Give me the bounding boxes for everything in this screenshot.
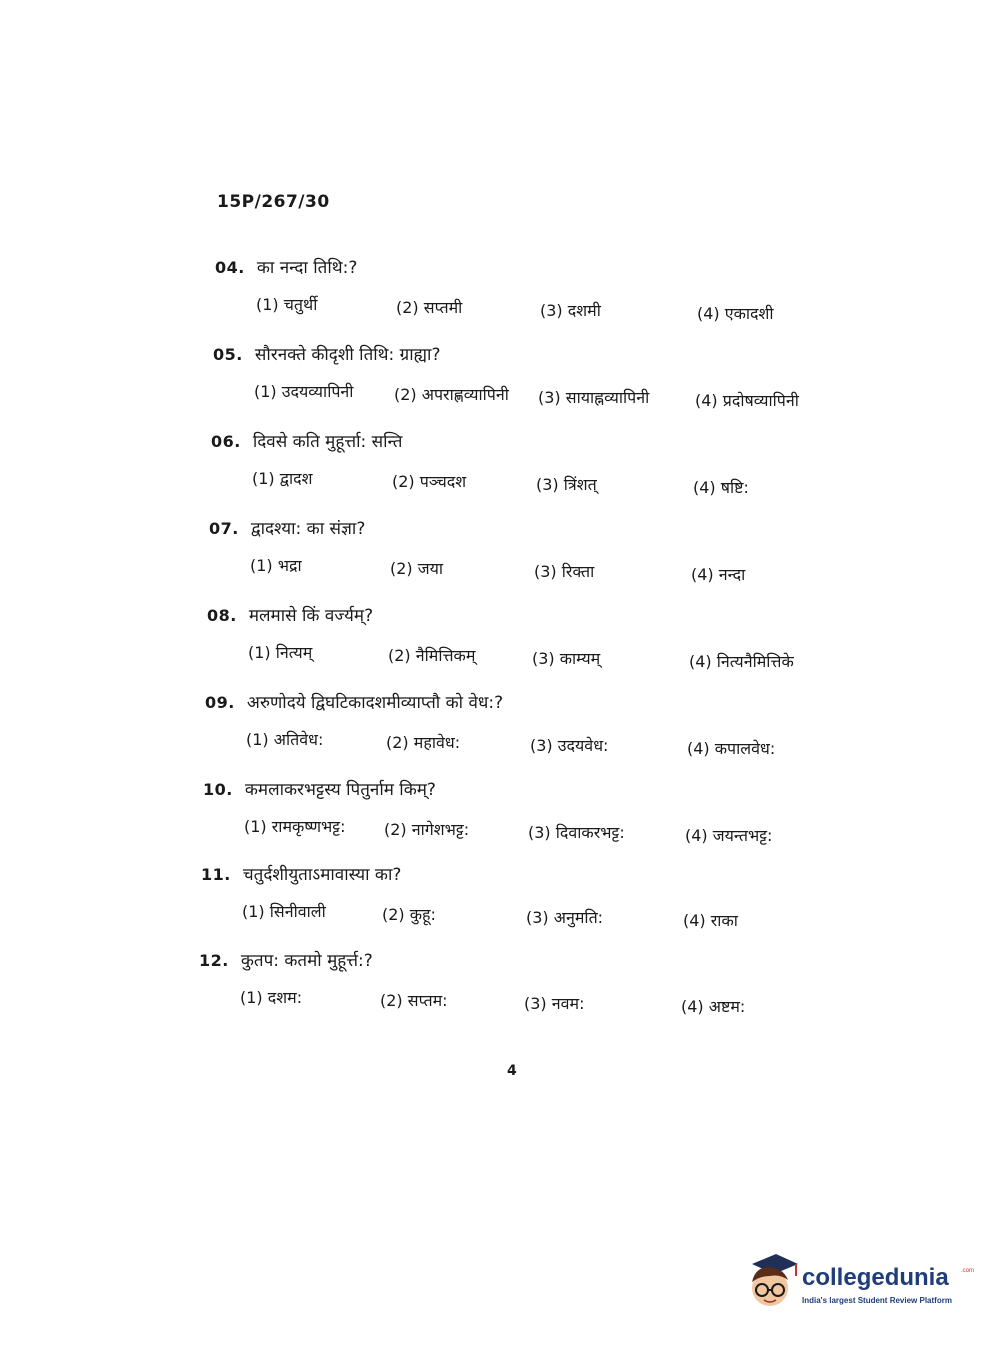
question-block xyxy=(0,429,1001,509)
question-number: 05. xyxy=(213,345,243,364)
question-block xyxy=(0,603,1001,683)
option-2: (2) कुहू: xyxy=(382,905,436,924)
option-1: (1) नित्यम् xyxy=(248,643,313,662)
question-text: मलमासे किं वर्ज्यम्? xyxy=(248,606,374,626)
option-3: (3) अनुमति: xyxy=(526,908,604,927)
option-4: (4) नित्यनैमित्तिके xyxy=(689,652,794,671)
option-3: (3) त्रिंशत् xyxy=(536,475,597,494)
option-3: (3) सायाह्नव्यापिनी xyxy=(538,388,650,407)
option-4: (4) षष्टि: xyxy=(693,478,749,497)
option-3: (3) काम्यम् xyxy=(532,649,601,668)
question-line xyxy=(203,777,436,800)
question-number: 11. xyxy=(201,865,231,884)
question-line xyxy=(209,516,365,539)
question-number: 10. xyxy=(203,780,233,799)
collegedunia-logo[interactable] xyxy=(742,1248,975,1318)
option-4: (4) अष्टम: xyxy=(681,997,746,1016)
option-2: (2) जया xyxy=(390,559,444,578)
question-block xyxy=(0,255,1001,335)
option-2: (2) अपराह्णव्यापिनी xyxy=(394,385,509,404)
option-4: (4) कपालवेध: xyxy=(687,739,776,758)
question-block xyxy=(0,948,1001,1028)
option-2: (2) नागेशभट्ट: xyxy=(384,820,470,839)
option-4: (4) एकादशी xyxy=(697,304,774,323)
option-4: (4) प्रदोषव्यापिनी xyxy=(695,391,799,410)
logo-tagline: India's largest Student Review Platform xyxy=(802,1296,952,1305)
option-2: (2) सप्तम: xyxy=(380,991,448,1010)
option-1: (1) उदयव्यापिनी xyxy=(254,382,354,401)
question-line xyxy=(199,948,373,971)
question-number: 06. xyxy=(211,432,241,451)
question-block xyxy=(0,342,1001,422)
question-text: चतुर्दशीयुताऽमावास्या का? xyxy=(242,865,402,885)
option-3: (3) दशमी xyxy=(540,301,601,320)
question-block xyxy=(0,862,1001,942)
question-text: कमलाकरभट्टस्य पितुर्नाम किम्? xyxy=(244,780,436,800)
question-text: कुतप: कतमो मुहूर्त्त:? xyxy=(240,951,373,971)
question-line xyxy=(213,342,440,365)
option-1: (1) द्वादश xyxy=(252,469,313,488)
option-3: (3) दिवाकरभट्ट: xyxy=(528,823,625,842)
question-text: का नन्दा तिथि:? xyxy=(256,258,358,278)
option-3: (3) नवम: xyxy=(524,994,585,1013)
question-line xyxy=(211,429,402,452)
option-1: (1) भद्रा xyxy=(250,556,302,575)
question-number: 12. xyxy=(199,951,229,970)
question-line xyxy=(215,255,357,278)
question-text: द्वादश्या: का संज्ञा? xyxy=(250,519,366,539)
option-2: (2) नैमित्तिकम् xyxy=(388,646,476,665)
mascot-icon xyxy=(742,1250,800,1316)
option-4: (4) राका xyxy=(683,911,738,930)
logo-suffix: .com xyxy=(961,1268,975,1274)
question-number: 09. xyxy=(205,693,235,712)
option-3: (3) उदयवेध: xyxy=(530,736,609,755)
question-block xyxy=(0,516,1001,596)
question-text: अरुणोदये द्विघटिकादशमीव्याप्तौ को वेध:? xyxy=(246,693,504,713)
question-number: 08. xyxy=(207,606,237,625)
option-1: (1) दशम: xyxy=(240,988,303,1007)
question-number: 07. xyxy=(209,519,239,538)
question-line xyxy=(201,862,401,885)
option-1: (1) रामकृष्णभट्ट: xyxy=(244,817,346,836)
question-line xyxy=(207,603,373,626)
option-2: (2) सप्तमी xyxy=(396,298,463,317)
option-2: (2) पञ्चदश xyxy=(392,472,467,491)
option-4: (4) जयन्तभट्ट: xyxy=(685,826,773,845)
question-text: सौरनक्ते कीदृशी तिथि: ग्राह्या? xyxy=(254,345,441,365)
option-1: (1) अतिवेध: xyxy=(246,730,324,749)
option-1: (1) सिनीवाली xyxy=(242,902,326,921)
question-number: 04. xyxy=(215,258,245,277)
option-2: (2) महावेध: xyxy=(386,733,461,752)
page-number: 4 xyxy=(507,1063,517,1079)
option-1: (1) चतुर्थी xyxy=(256,295,318,314)
option-3: (3) रिक्ता xyxy=(534,562,595,581)
question-text: दिवसे कति मुहूर्त्ता: सन्ति xyxy=(252,432,403,452)
paper-code: 15P/267/30 xyxy=(217,192,330,212)
question-line xyxy=(205,690,503,713)
logo-brand: collegedunia xyxy=(802,1264,949,1291)
question-block xyxy=(0,690,1001,770)
option-4: (4) नन्दा xyxy=(691,565,746,584)
question-block xyxy=(0,777,1001,857)
